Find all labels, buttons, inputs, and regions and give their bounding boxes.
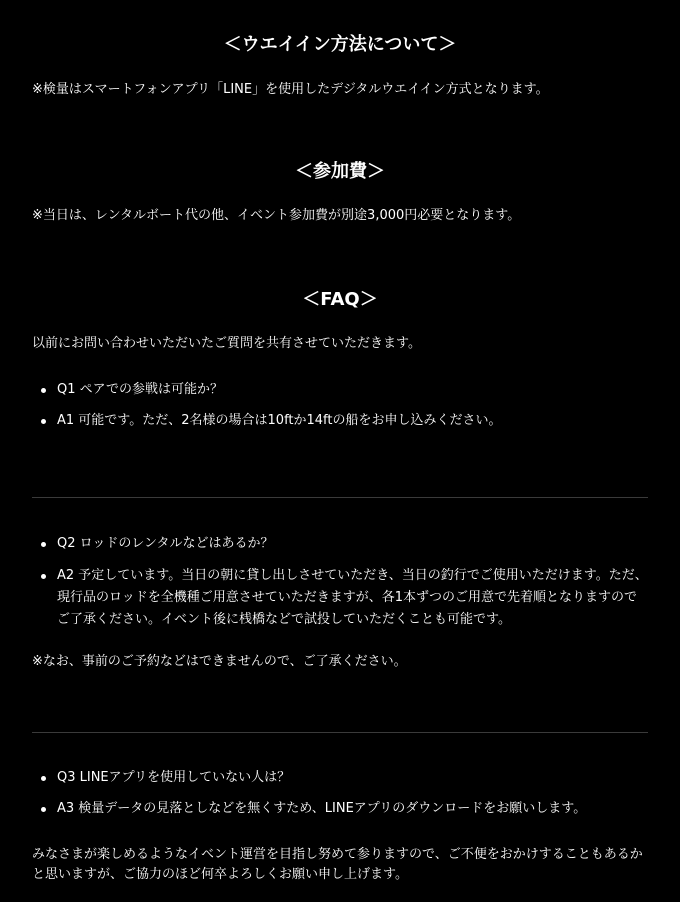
faq-answer-text: A3 検量データの見落としなどを無くすため、LINEアプリのダウンロードをお願いします。	[57, 801, 587, 816]
faq-answer	[32, 411, 648, 431]
faq-question-text: Q3 LINEアプリを使用していない人は？	[57, 770, 291, 785]
bullet-icon	[41, 542, 46, 547]
faq-answer	[32, 799, 648, 819]
faq-question	[32, 534, 648, 554]
faq-list-2	[32, 534, 648, 631]
faq-heading: ＜FAQ＞	[302, 289, 378, 310]
faq-question	[32, 380, 648, 400]
bullet-icon	[41, 388, 46, 393]
faq-list-1	[32, 380, 648, 431]
bullet-icon	[41, 419, 46, 424]
faq-answer	[32, 565, 648, 631]
bullet-icon	[41, 807, 46, 812]
closing-text: みなさまが楽しめるようなイベント運営を目指し努めて参りますので、ご不便をおかけすることもあるかと思いますが、ご協力のほど何卒よろしくお願い申し上げます。	[32, 847, 643, 882]
divider	[32, 497, 648, 498]
faq-question-text: Q1 ペアでの参戦は可能か？	[57, 382, 224, 397]
faq-answer-text: A1 可能です。ただ、2名様の場合は10ftか14ftの船をお申し込みください。	[57, 413, 502, 428]
fee-note: ※当日は、レンタルボート代の他、イベント参加費が別途3,000円必要となります。	[32, 208, 521, 223]
fee-heading: ＜参加費＞	[295, 161, 385, 182]
faq-note: ※なお、事前のご予約などはできませんので、ご了承ください。	[32, 654, 407, 669]
faq-list-3	[32, 768, 648, 819]
weighin-note: ※検量はスマートフォンアプリ「LINE」を使用したデジタルウエイイン方式となります。	[32, 82, 549, 97]
bullet-icon	[41, 776, 46, 781]
faq-answer-text: A2 予定しています。当日の朝に貸し出しさせていただき、当日の釣行でご使用いただけます。ただ、現行品のロッドを全機種ご用意させていただきますが、各1本ずつのご用意で先着順となりますのでご了承ください。イベント後に桟橋などで試投していただくことも可能です。	[57, 568, 648, 627]
faq-intro: 以前にお問い合わせいただいたご質問を共有させていただきます。	[32, 336, 421, 351]
divider	[32, 732, 648, 733]
bullet-icon	[41, 574, 46, 579]
faq-question-text: Q2 ロッドのレンタルなどはあるか？	[57, 536, 274, 551]
faq-question	[32, 768, 648, 788]
weighin-heading: ＜ウエイイン方法について＞	[223, 34, 457, 55]
